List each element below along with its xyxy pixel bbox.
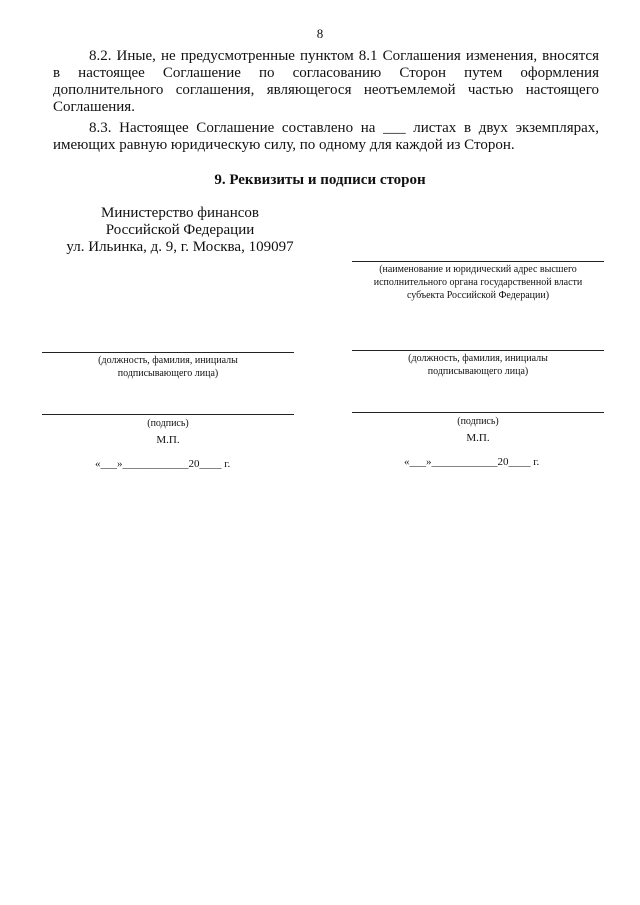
paragraph-8-3: 8.3. Настоящее Соглашение составлено на ___ листах в двух экземплярах, имеющих равную юридическую силу, по одному для каждой из Сторон. bbox=[53, 120, 599, 153]
left-party-address: ул. Ильинка, д. 9, г. Москва, 109097 bbox=[66, 239, 294, 255]
section-title: 9. Реквизиты и подписи сторон bbox=[214, 172, 426, 188]
left-stamp-label: М.П. bbox=[156, 434, 180, 446]
right-org-line bbox=[352, 261, 604, 262]
right-position-caption-line2: подписывающего лица) bbox=[427, 366, 529, 377]
left-position-line bbox=[42, 352, 294, 353]
right-position-caption bbox=[352, 352, 604, 378]
right-org-caption bbox=[352, 263, 604, 302]
left-signature-line bbox=[42, 414, 294, 415]
left-position-caption-line1: (должность, фамилия, инициалы bbox=[98, 355, 238, 366]
right-org-caption-line1: (наименование и юридический адрес высшего bbox=[379, 264, 577, 275]
right-position-line bbox=[352, 350, 604, 351]
right-date-field: «___»____________20____ г. bbox=[404, 456, 540, 468]
right-org-caption-line2: исполнительного органа государственной власти bbox=[373, 277, 583, 288]
page-number: 8 bbox=[316, 26, 324, 41]
right-signature-caption: (подпись) bbox=[457, 416, 499, 427]
left-party-block bbox=[40, 205, 320, 256]
left-date-field: «___»____________20____ г. bbox=[95, 458, 231, 470]
right-org-caption-line3: субъекта Российской Федерации) bbox=[406, 290, 550, 301]
left-position-caption-line2: подписывающего лица) bbox=[117, 368, 219, 379]
right-signature-line bbox=[352, 412, 604, 413]
left-signature-caption: (подпись) bbox=[147, 418, 189, 429]
right-position-caption-line1: (должность, фамилия, инициалы bbox=[408, 353, 548, 364]
right-stamp-label: М.П. bbox=[466, 432, 490, 444]
left-party-name-line1: Министерство финансов bbox=[101, 205, 259, 221]
left-position-caption bbox=[42, 354, 294, 380]
left-party-name-line2: Российской Федерации bbox=[105, 222, 255, 238]
paragraph-8-2: 8.2. Иные, не предусмотренные пунктом 8.1 Соглашения изменения, вносятся в настоящее Соглашение по согласованию Сторон путем оформления дополнительного соглашения, являющегося неотъемлемой частью настоящего Соглашения. bbox=[53, 48, 599, 115]
